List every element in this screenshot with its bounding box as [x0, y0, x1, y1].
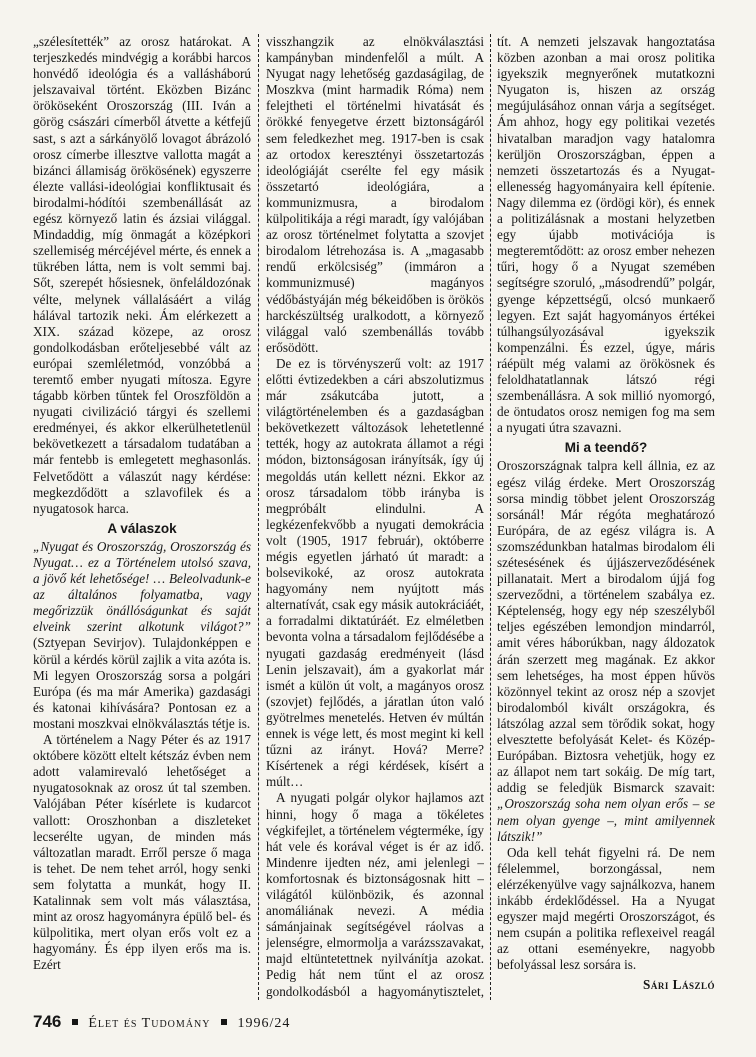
paragraph: De ez is törvényszerű volt: az 1917 előtti évtizedekben a cári abszolutizmus már zsákutcába jutott, a világtörténelemben és a gazdaságban bekövetkezett változások lehetetlenné tették, hogy az autokrata államot a régi módon, biztonságosan irányítsák, így új megoldás után kellett nézni. Ekkor az orosz társadalom több irányba is megpróbált elindulni. A legkézenfekvőbb a nyugati demokrácia volt (1905, 1917 február), októberre mégis egyetlen járható út maradt: a bolsevikoké, az orosz autokrata hagyomány nem nyújtott más alternatívát, csak egy másik autokráciáét, a forradalmi diktatúráét. Ez elméletben bevonta volna a társadalom fejlődésébe a nyugati gazdaság eredményeit (lásd Lenin jelszavait), ám a gyakorlat már ismét a külön út volt, a magányos orosz (szovjet) fejlődés, a járatlan úton való gyötrelmes menetelés. Hetven év múltán ennek is vége lett, és most megint ki kell tűzni az irányt. Hová? Merre? Kísértenek a régi kérdések, kísért a múlt… [266, 355, 484, 790]
paragraph-text: (Sztyepan Sevirjov). Tulajdonképpen e körül a kérdés körül zajlik a vita azóta is. Mi legyen Oroszország sorsa a polgári Európa (és ma már Amerika) gazdasági és katonai kihívására? Pontosan ez a mostani moszkvai elnökválasztás tétje is. [33, 635, 251, 731]
issue-number: 1996/24 [237, 1016, 291, 1031]
paragraph: Oda kell tehát figyelni rá. De nem félelemmel, borzongással, nem elérzékenyülve vagy sajnálkozva, hanem inkább érdeklődéssel. Ha a Nyugat egyszer majd megérti Oroszországot, és nem csupán a politika reflexeivel reagál az ottani eseményekre, nagyobb befolyással lesz sorsára is. [497, 844, 715, 973]
page-footer [33, 1012, 723, 1032]
paragraph: „szélesítették” az orosz határokat. A terjeszkedés mindvégig a korábbi harcos honvédő ideológia és a vallásháború jelszavaival történt. Eközben Bizánc örököseként Oroszország (III. Iván a görög császári címerből átvette a kétfejű sast, s azt a sárkányölő lovagot ábrázoló orosz címerbe illesztve vallotta magát a bizánci államiság örökösének) egyszerre élezte vallási-ideológiai konfliktusait és birodalmi-hódítói szembenállását az egész környező latin és ázsiai világgal. Mindaddig, míg önmagát a középkori szellemiség mércéjével mérte, és ennek a tükrében látta, nem is volt semmi baj. Sőt, szerepét hősiesnek, önfeláldozónak vélte, melynek vállalásáért a világ hálával tartozik neki. Ám elérkezett a XIX. század közepe, az orosz gondolkodásban erőteljesebbé vált az európai szemléletmód, vonzóbbá a teremtő ember nyugati mítosza. Egyre tágabb körben tűntek fel Oroszföldön a nyugati civilizáció tárgyi és szellemi eredményei, és akkor elkerülhetetlenül bekövetkezett a társadalom tudatában a már fentebb is emlegetett meghasonlás. Felvetődött a válaszút nagy kérdése: megkezdődött a szlavofilek és a nyugatosok harca. [33, 34, 251, 516]
magazine-name: Élet és Tudomány [88, 1016, 211, 1031]
paragraph: visszhangzik az elnökválasztási kampányban mindenfelől a múlt. A Nyugat nagy lehetőség gazdaságilag, de Moszkva (mint harmadik Róma) nem felejtheti el történelmi hivatását és örökké fenyegetve érzett biztonságáról sem feledkezhet meg. 1917-ben is csak az ortodox keresztényi összetartozás ideológiáját cserélte fel egy másik összetartó ideológiára, a kommunizmusra, a birodalom külpolitikája a régi maradt, így valójában az orosz történelmet folytatta a szovjet birodalom létrehozása is. A „magasabb rendű erkölcsiség” (immáron a kommunizmusé) magányos védőbástyáján még békeidőben is örökös harckészültség uralkodott, a környező világgal való szembenállás tovább erősödött. [266, 34, 484, 355]
paragraph: A történelem a Nagy Péter és az 1917 októbere között eltelt kétszáz évben nem adott valamirevaló lehetőséget a nyugatosoknak az orosz út tal szemben. Valójában Péter kísérlete is kudarcot vallott: Oroszhonban a diszleteket lecserélte ugyan, de minden más változatlan maradt. Erről persze ő maga is tehet. De nem tehet arról, hogy senki sem folytatta a munkát, hogy II. Katalinnak sem volt más választása, mint az orosz hagyományra épülő bel- és külpolitika, mert olyan erős volt ez a hagyomány. És épp ilyen erős ma is. Ezért [33, 732, 251, 973]
square-bullet-icon [221, 1019, 227, 1025]
paragraph-text: Oroszországnak talpra kell állnia, ez az egész világ érdeke. Mert Oroszország sorsa mindig többet jelent Oroszország sorsánál! Már régóta meghatározó Európára, de az egész világra is. A szomszédunkban hatalmas birodalom éli szétesésének és újjászerveződésének pillanatait. Mert a birodalom újjá fog szerveződni, a történelem szabálya ez. Képtelenség, hogy egy nép szeszélyből teljes egészében lemondjon mindarról, amit véres háborúkban, nagy áldozatok árán szerzett meg magának. Ez akkor sem lehetséges, ha most éppen hűvös közönnyel tekint az orosz nép a szovjet birodalomból kivált országokra, és látszólag azzal sem törődik sokat, hogy elvesztette befolyását Kelet- és Közép-Európában. Biztosra vehetjük, hogy ez az állapot nem tart sokáig. De míg tart, addig se feledjük Bismarck szavait: [497, 458, 715, 796]
square-bullet-icon [72, 1019, 78, 1025]
page-number: 746 [33, 1012, 62, 1031]
column-divider [258, 34, 259, 1000]
quote: „Oroszország soha nem olyan erős – se nem olyan gyenge –, mint amilyennek látszik!” [497, 796, 715, 844]
author-signature: Sári László [643, 977, 715, 993]
quote: „Nyugat és Oroszország, Oroszország és Nyugat… ez a Történelem utolsó szava, a jövő két lehetősége! … Beleolvadunk-e az általános folyamatba, vagy megőrizzük önállóságunkat és saját elveink szerint alkotunk világot?” [33, 538, 251, 635]
column-3 [497, 34, 715, 1000]
column-1 [33, 34, 251, 1000]
paragraph: tít. A nemzeti jelszavak hangoztatása közben azonban a mai orosz politika igyekszik megnyerőnek mutatkozni Nyugaton is, hiszen az ország megújulásához onnan várja a segítséget. Ám ahhoz, hogy egy politikai vezetés hivatalban maradjon vagy hatalomra kerüljön Oroszországban, éppen a nemzeti összetartozás és a Nyugat-ellenesség hagyományaira kell építenie. Nagy dilemma ez (ördögi kör), és ennek a politizálásnak a mostani helyzetben egy újabb motivációja is megteremtődött: az orosz ember nehezen tűri, hogy ő a Nyugat szemében segítségre szoruló, „másodrendű” polgár, gyenge képzettségű, olcsó munkaerő legyen. Ezt saját hagyományos értékei túlhangsúlyozásával igyekszik kompenzálni. És ezzel, úgye, máris ráépült még valami az örökösnek és feloldhatatlannak látszó régi szembenállásra. A sok millió nyomorgó, de öntudatos orosz nemigen fog ma sem a nyugati útra szavazni. [497, 34, 715, 436]
section-heading-valaszok: A válaszok [107, 520, 177, 536]
paragraph [33, 539, 251, 732]
column-2 [266, 34, 484, 1000]
section-heading-teendo: Mi a teendő? [564, 440, 648, 456]
column-divider [490, 34, 491, 1000]
paragraph [497, 458, 715, 844]
paragraph: A nyugati polgár olykor hajlamos azt hinni, hogy ő maga a tökéletes végkifejlet, a történelem végterméke, így hát vele és korával véget is ér az idő. Mindenre ijedten néz, ami jelenlegi – komfortosnak és biztonságosnak hitt – világától különbözik, és azonnal anomáliának nevezi. A média sámánjainak segítségével ráolvas a jelenségre, elmormolja a varázsszavakat, majd eltüntetettnek nyilvánítja azokat. Pedig hát nem tűnt el az orosz gondolkodásból a hagyománytisztelet, [266, 790, 484, 999]
